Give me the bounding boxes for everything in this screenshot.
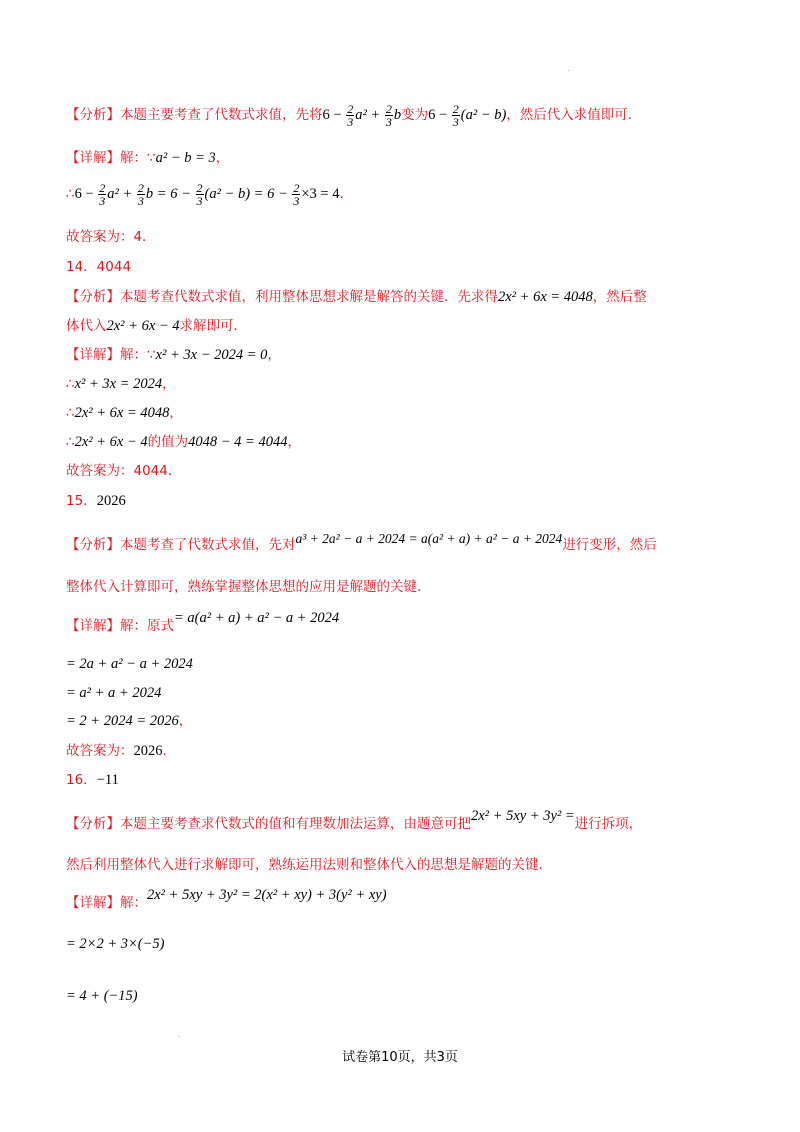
analysis-text: 变为: [401, 106, 429, 123]
analysis-text: ，然后整: [592, 289, 647, 305]
q15-number: [66, 491, 126, 511]
header-mark: .: [567, 64, 570, 73]
q14-number: 14．4044: [66, 259, 132, 275]
q16-number: [66, 770, 119, 790]
punct: ，: [287, 434, 301, 450]
answer-value: −11: [96, 772, 119, 788]
math-expr: = a(a² + a) + a² − a + 2024: [174, 610, 340, 626]
punct: ，: [162, 376, 176, 392]
analysis-tag: 【分析】: [66, 816, 120, 832]
analysis-text: 进行拆项，: [574, 816, 643, 832]
q16-analysis-line2: 然后利用整体代入进行求解即可，熟练运用法则和整体代入的思想是解题的关键．: [66, 857, 552, 873]
analysis-tag: 【分析】: [66, 106, 120, 123]
analysis-text: ，然后代入求值即可．: [506, 106, 642, 123]
q13-analysis: [66, 103, 641, 128]
answer-text: 故答案为：: [66, 743, 134, 759]
detail-text: 解：原式: [120, 618, 174, 634]
q14-detail: [66, 345, 281, 365]
q13-detail: [66, 148, 229, 168]
math-expr: 6 − $\frac{2}{3}$ (a² − b): [428, 102, 507, 129]
q16-detail: [66, 887, 387, 913]
math-expr: 2x² + 5xy + 3y² =: [471, 808, 575, 824]
therefore-symbol: ∴: [66, 376, 75, 392]
page-footer: 试卷第10页，共3页: [342, 1050, 458, 1065]
q15-analysis-line2: 整体代入计算即可，熟练掌握整体思想的应用是解题的关键．: [66, 579, 431, 595]
analysis-text: 本题考查了代数式求值，先对: [120, 537, 296, 553]
math-expr: 4048 − 4 = 4044: [188, 434, 288, 450]
fraction: $\frac{2}{3}$: [137, 181, 144, 208]
math-expr: x² + 3x − 2024 = 0: [155, 347, 268, 363]
q15-answer: [66, 741, 176, 761]
math-expr: x² + 3x = 2024: [74, 376, 163, 392]
detail-text: 解：∵: [120, 150, 156, 166]
fraction: $\frac{2}{3}$: [196, 181, 203, 208]
q15-step2: = a² + a + 2024: [66, 685, 162, 701]
punct: ，: [267, 347, 281, 363]
analysis-text: 体代入: [66, 318, 107, 334]
q15-step1: = 2a + a² − a + 2024: [66, 656, 193, 672]
analysis-text: 本题主要考查求代数式的值和有理数加法运算，由题意可把: [120, 816, 471, 832]
detail-text: 解：: [120, 895, 147, 911]
fraction: $\frac{2}{3}$: [293, 181, 300, 208]
q14-step1: [66, 374, 176, 394]
detail-tag: 【详解】: [66, 618, 120, 634]
math-expr: 2x² + 6x − 4: [74, 434, 148, 450]
analysis-text: 进行变形，然后: [562, 537, 657, 553]
math-expr: 2x² + 5xy + 3y² = 2(x² + xy) + 3(y² + xy): [147, 887, 387, 903]
therefore-symbol: ∴: [66, 405, 75, 421]
q16-step1: = 2×2 + 3×(−5): [66, 936, 165, 952]
detail-tag: 【详解】: [66, 347, 120, 363]
analysis-tag: 【分析】: [66, 537, 120, 553]
answer-value: 2026: [96, 493, 126, 509]
math-expr: 2x² + 6x = 4048: [498, 289, 593, 305]
analysis-text: 本题考查代数式求值，利用整体思想求解是解答的关键．先求得: [120, 289, 498, 305]
q15-step3: [66, 711, 192, 731]
fraction: $\frac{2}{3}$: [99, 181, 106, 208]
q14-analysis-line1: [66, 287, 647, 307]
math-expr: 6 − $\frac{2}{3}$ a² + $\frac{2}{3}$ b = 6 − $\frac{2}{3}$ (a² − b) = 6 − $\frac{2}{3}$ ×3 = 4: [74, 181, 340, 208]
q16-step2: = 4 + (−15): [66, 988, 138, 1004]
q14-answer: 故答案为：4044．: [66, 463, 182, 479]
q13-answer: 故答案为：4．: [66, 229, 156, 245]
punct: ．: [339, 185, 353, 202]
math-expr: 2x² + 6x = 4048: [74, 405, 170, 421]
fraction: $\frac{2}{3}$: [347, 102, 354, 129]
math-expr: 6 − $\frac{2}{3}$ a² + $\frac{2}{3}$ b: [322, 102, 402, 129]
analysis-text: 求解即可．: [179, 318, 248, 334]
punct: ，: [169, 405, 183, 421]
fraction: $\frac{2}{3}$: [452, 102, 459, 129]
q15-analysis-line1: [66, 531, 657, 555]
punct: ，: [215, 150, 230, 166]
analysis-tag: 【分析】: [66, 289, 120, 305]
q14-step2: [66, 403, 183, 423]
question-number: 16．: [66, 772, 97, 788]
detail-tag: 【详解】: [66, 150, 120, 166]
math-expr: = 2 + 2024 = 2026: [66, 713, 179, 729]
footer-mark: .: [178, 1030, 181, 1039]
detail-text: 的值为: [147, 434, 189, 450]
fraction: $\frac{2}{3}$: [385, 102, 392, 129]
punct: ．: [162, 743, 176, 759]
q16-analysis-line1: [66, 808, 643, 834]
analysis-text: 本题主要考查了代数式求值，先将: [120, 106, 323, 123]
therefore-symbol: ∴: [66, 185, 75, 202]
q13-calc: [66, 182, 353, 207]
answer-value: 2026: [133, 743, 163, 759]
therefore-symbol: ∴: [66, 434, 75, 450]
math-expr: 2x² + 6x − 4: [106, 318, 180, 334]
q14-analysis-line2: [66, 316, 247, 336]
q15-detail: [66, 610, 340, 636]
question-number: 15．: [66, 493, 97, 509]
detail-tag: 【详解】: [66, 895, 120, 911]
math-expr: a³ + 2a² − a + 2024 = a(a² + a) + a² − a + 2024: [295, 531, 563, 546]
detail-text: 解：∵: [120, 347, 156, 363]
q14-step3: [66, 432, 301, 452]
punct: ，: [178, 713, 193, 729]
math-expr: a² − b = 3: [155, 150, 216, 166]
